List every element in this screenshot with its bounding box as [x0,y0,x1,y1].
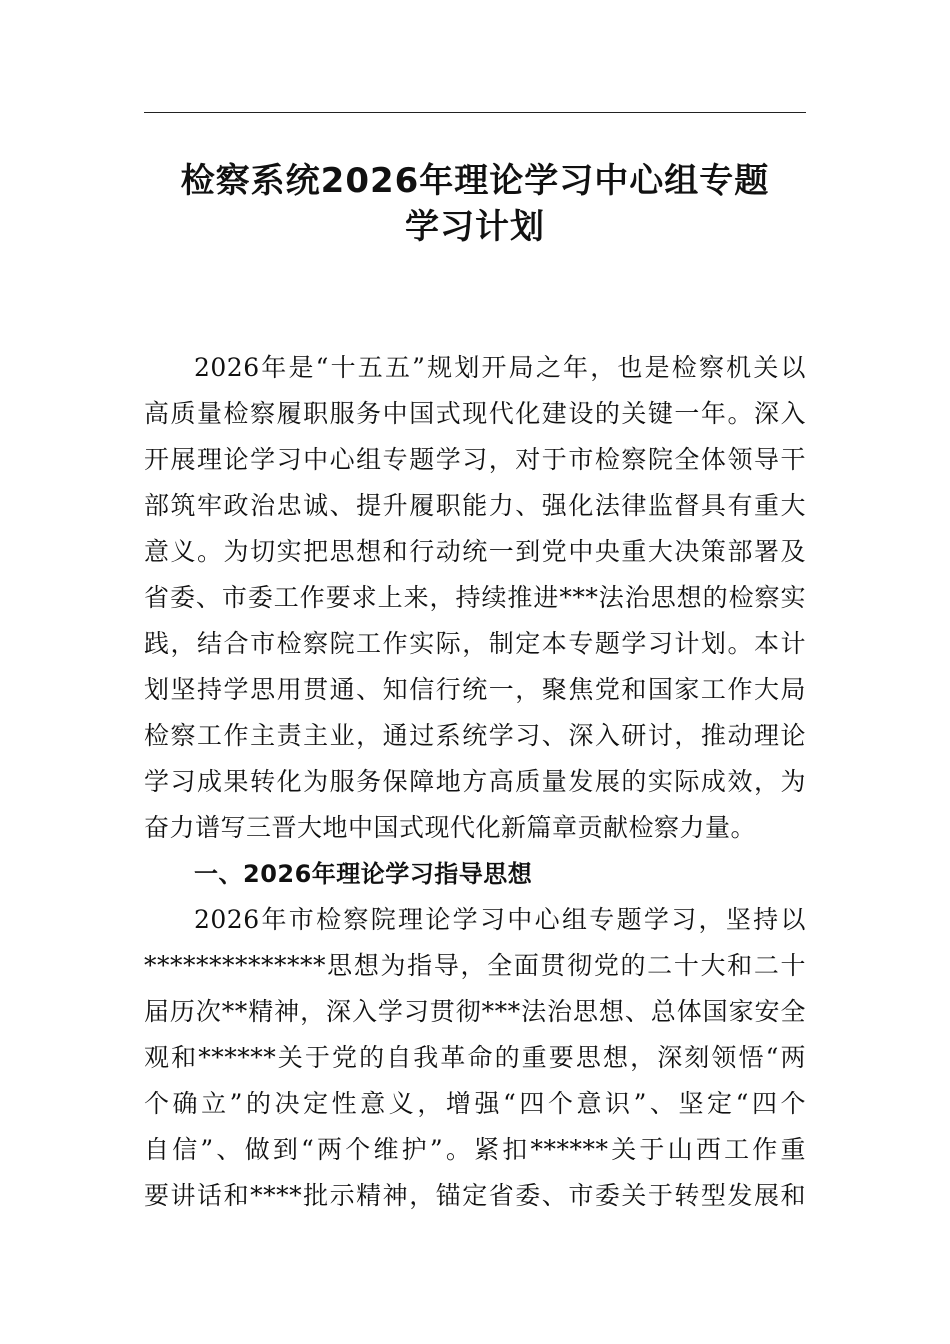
paragraph-line: 开展理论学习中心组专题学习，对于市检察院全体领导干 [144,445,806,474]
section-heading: 一、2026年理论学习指导思想 [194,860,533,888]
paragraph-line: 践，结合市检察院工作实际，制定本专题学习计划。本计 [144,629,806,658]
document-title [144,158,806,250]
paragraph-guiding-thought [144,897,806,1219]
paragraph-line: 2026年是“十五五”规划开局之年，也是检察机关以 [194,353,806,382]
paragraph-intro [144,345,806,851]
paragraph-line: 高质量检察履职服务中国式现代化建设的关键一年。深入 [144,399,806,428]
paragraph-line: 划坚持学思用贯通、知信行统一，聚焦党和国家工作大局 [144,675,806,704]
paragraph-line: 奋力谱写三晋大地中国式现代化新篇章贡献检察力量。 [144,813,757,842]
document-body [144,345,806,1219]
paragraph-line: 观和******关于党的自我革命的重要思想，深刻领悟“两 [144,1043,806,1072]
paragraph-line: 要讲话和****批示精神，锚定省委、市委关于转型发展和 [144,1181,806,1210]
title-line-2: 学习计划 [405,207,545,247]
paragraph-line: 检察工作主责主业，通过系统学习、深入研讨，推动理论 [144,721,806,750]
paragraph-line: 省委、市委工作要求上来，持续推进***法治思想的检察实 [144,583,806,612]
paragraph-line: 个确立”的决定性意义，增强“四个意识”、坚定“四个 [144,1089,806,1118]
header-rule [144,112,806,113]
paragraph-line: **************思想为指导，全面贯彻党的二十大和二十 [144,951,806,980]
paragraph-line: 2026年市检察院理论学习中心组专题学习，坚持以 [194,905,806,934]
paragraph-line: 意义。为切实把思想和行动统一到党中央重大决策部署及 [144,537,806,566]
title-line-1: 检察系统2026年理论学习中心组专题 [180,161,770,201]
paragraph-line: 自信”、做到“两个维护”。紧扣******关于山西工作重 [144,1135,806,1164]
paragraph-line: 学习成果转化为服务保障地方高质量发展的实际成效，为 [144,767,806,796]
paragraph-line: 届历次**精神，深入学习贯彻***法治思想、总体国家安全 [144,997,806,1026]
paragraph-line: 部筑牢政治忠诚、提升履职能力、强化法律监督具有重大 [144,491,806,520]
